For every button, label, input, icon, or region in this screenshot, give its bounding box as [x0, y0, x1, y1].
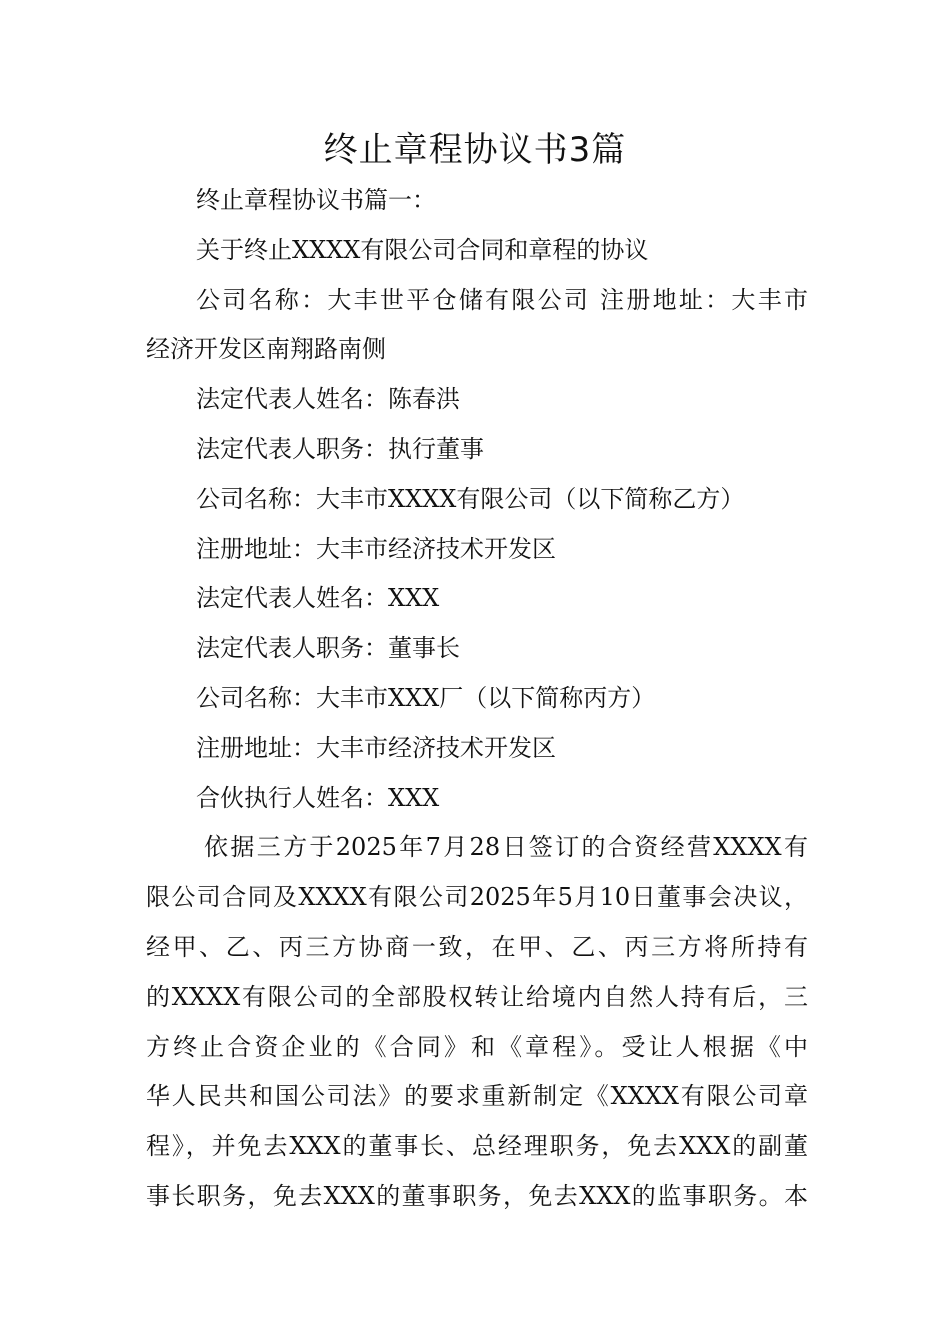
- party-a-representative-line: 法定代表人姓名：陈春洪: [196, 385, 460, 414]
- party-b-address-line: 注册地址：大丰市经济技术开发区: [196, 534, 556, 563]
- paragraph-line: 华人民共和国公司法》的要求重新制定《XXXX有限公司章: [146, 1082, 808, 1111]
- party-c-address-line: 注册地址：大丰市经济技术开发区: [196, 733, 556, 762]
- paragraph-line: 事长职务，免去XXX的董事职务，免去XXX的监事职务。本: [146, 1181, 808, 1210]
- party-c-partner-line: 合伙执行人姓名：XXX: [196, 783, 440, 812]
- party-b-representative-line: 法定代表人姓名：XXX: [196, 584, 440, 613]
- paragraph-line: 程》，并免去XXX的董事长、总经理职务，免去XXX的副董: [146, 1132, 808, 1161]
- section-heading: 终止章程协议书篇一：: [196, 186, 436, 214]
- party-a-position-line: 法定代表人职务：执行董事: [196, 434, 484, 463]
- party-a-address-line: 经济开发区南翔路南侧: [146, 335, 386, 364]
- document-title: 终止章程协议书3篇: [323, 130, 627, 170]
- paragraph-line: 依据三方于2025年7月28日签订的合资经营XXXX有: [204, 833, 808, 862]
- party-b-name-line: 公司名称：大丰市XXXX有限公司（以下简称乙方）: [196, 484, 745, 513]
- paragraph-line: 的XXXX有限公司的全部股权转让给境内自然人持有后，三: [146, 982, 808, 1011]
- party-a-name-line: 公司名称：大丰世平仓储有限公司 注册地址：大丰市: [196, 285, 808, 314]
- paragraph-line: 经甲、乙、丙三方协商一致，在甲、乙、丙三方将所持有: [146, 932, 808, 961]
- party-b-position-line: 法定代表人职务：董事长: [196, 634, 460, 663]
- party-c-name-line: 公司名称：大丰市XXX厂（以下简称丙方）: [196, 683, 656, 712]
- paragraph-line: 方终止合资企业的《合同》和《章程》。受让人根据《中: [146, 1032, 808, 1061]
- agreement-heading: 关于终止XXXX有限公司合同和章程的协议: [196, 235, 649, 264]
- paragraph-line: 限公司合同及XXXX有限公司2025年5月10日董事会决议，: [146, 883, 808, 912]
- document-body: [146, 176, 808, 1222]
